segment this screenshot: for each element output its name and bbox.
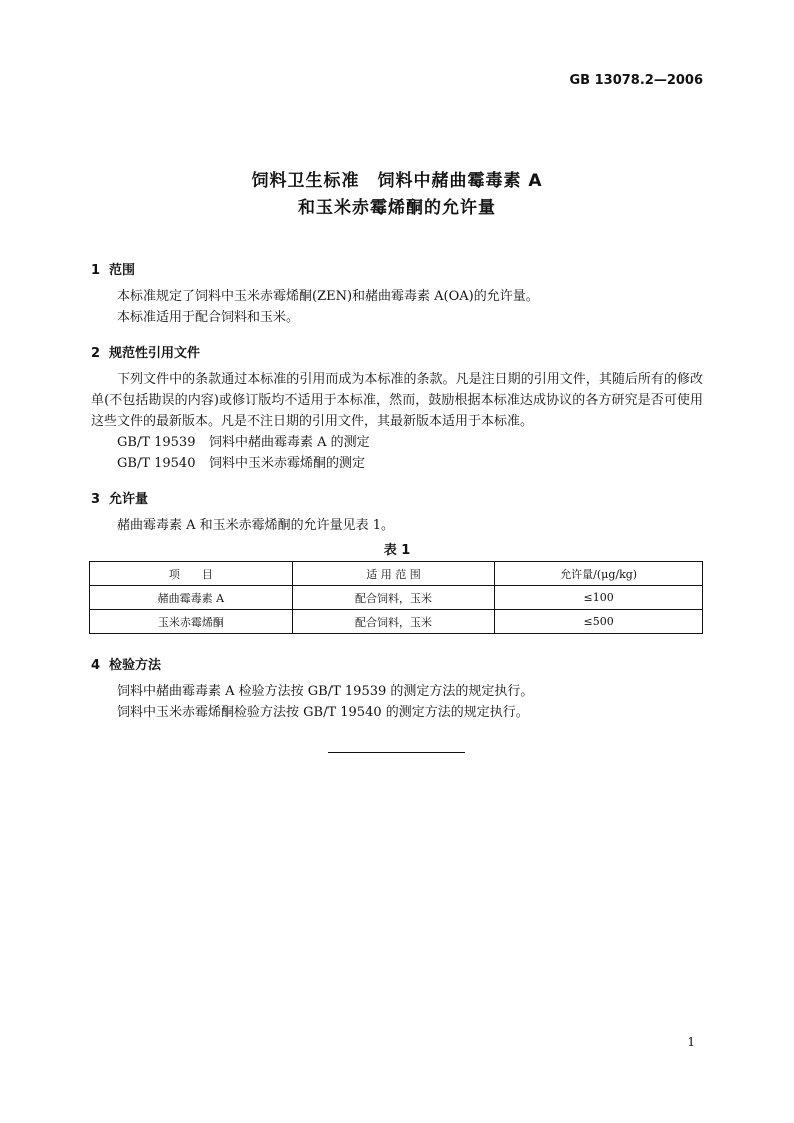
allowance-table — [89, 561, 703, 634]
table-cell: 玉米赤霉烯酮 — [90, 610, 293, 634]
table-header-limit: 允许量/(μg/kg) — [495, 562, 703, 586]
reference-title: 饲料中赭曲霉毒素 A 的测定 — [209, 435, 370, 450]
table-cell: 配合饲料，玉米 — [292, 586, 495, 610]
table-row — [90, 586, 703, 610]
section-1-heading — [91, 259, 135, 278]
section-title: 检验方法 — [109, 658, 162, 673]
end-of-document-rule — [328, 752, 465, 753]
section-title: 范围 — [109, 263, 136, 278]
test-method-paragraph-2: 饲料中玉米赤霉烯酮检验方法按 GB/T 19540 的测定方法的规定执行。 — [117, 705, 529, 720]
page-number: 1 — [687, 1035, 695, 1049]
normative-references-paragraph: 下列文件中的条款通过本标准的引用而成为本标准的条款。凡是注日期的引用文件，其随后所有的修改单(不包括勘误的内容)或修订版均不适用于本标准，然而，鼓励根据本标准达成协议的各方研究是否可使用这些文件的最新版本。凡是不注日期的引用文件，其最新版本适用于本标准。 — [91, 372, 703, 429]
scope-paragraph-1: 本标准规定了饲料中玉米赤霉烯酮(ZEN)和赭曲霉毒素 A(OA)的允许量。 — [117, 289, 539, 304]
test-method-paragraph-1: 饲料中赭曲霉毒素 A 检验方法按 GB/T 19539 的测定方法的规定执行。 — [117, 684, 534, 699]
table-cell: 配合饲料，玉米 — [292, 610, 495, 634]
table-header-item: 项 目 — [90, 562, 293, 586]
section-title: 允许量 — [109, 492, 149, 507]
reference-title: 饲料中玉米赤霉烯酮的测定 — [209, 456, 366, 471]
document-title-line-1: 饲料卫生标准 饲料中赭曲霉毒素 A — [251, 171, 543, 191]
table-cell: ≤100 — [495, 586, 703, 610]
section-number: 4 — [91, 658, 101, 673]
allowance-paragraph: 赭曲霉毒素 A 和玉米赤霉烯酮的允许量见表 1。 — [117, 518, 395, 533]
table-header-scope: 适 用 范 围 — [292, 562, 495, 586]
scope-paragraph-2: 本标准适用于配合饲料和玉米。 — [117, 310, 300, 325]
table-header-row — [90, 562, 703, 586]
section-4-heading — [91, 654, 161, 673]
document-title-line-2: 和玉米赤霉烯酮的允许量 — [298, 198, 496, 218]
table-row — [90, 610, 703, 634]
standard-code: GB 13078.2—2006 — [569, 73, 703, 88]
reference-item — [117, 432, 370, 453]
section-2-heading — [91, 342, 200, 361]
table-cell: 赭曲霉毒素 A — [90, 586, 293, 610]
section-number: 2 — [91, 346, 101, 361]
section-number: 1 — [91, 263, 101, 278]
reference-code: GB/T 19540 — [117, 456, 196, 471]
table-cell: ≤500 — [495, 610, 703, 634]
section-number: 3 — [91, 492, 101, 507]
reference-code: GB/T 19539 — [117, 435, 196, 450]
table-caption: 表 1 — [383, 543, 411, 558]
section-title: 规范性引用文件 — [109, 346, 201, 361]
section-3-heading — [91, 488, 148, 507]
reference-item — [117, 453, 365, 474]
